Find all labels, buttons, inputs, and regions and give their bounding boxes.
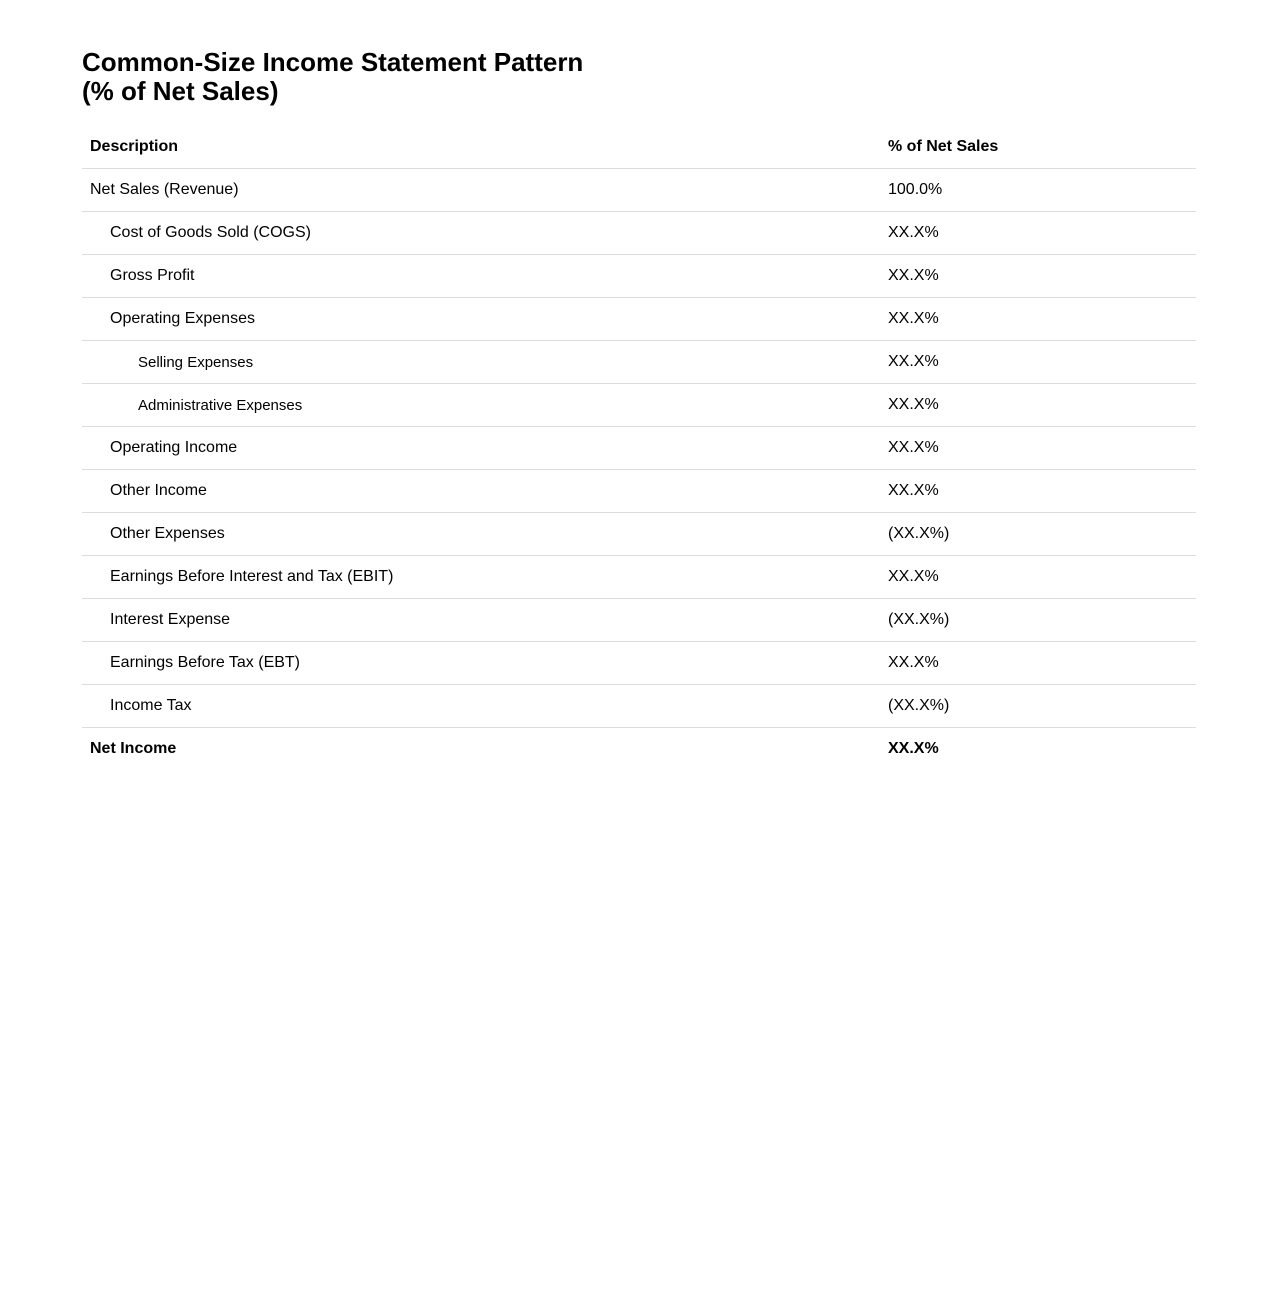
row-percent-value: XX.X% bbox=[880, 642, 1196, 685]
page-title bbox=[82, 48, 1196, 106]
table-row bbox=[82, 685, 1196, 728]
table-header-row bbox=[82, 126, 1196, 169]
row-description: Cost of Goods Sold (COGS) bbox=[82, 212, 880, 255]
row-description: Earnings Before Interest and Tax (EBIT) bbox=[82, 556, 880, 599]
table-row bbox=[82, 470, 1196, 513]
table-row bbox=[82, 298, 1196, 341]
row-description: Operating Expenses bbox=[82, 298, 880, 341]
table-row bbox=[82, 341, 1196, 384]
table-row bbox=[82, 212, 1196, 255]
row-description: Operating Income bbox=[82, 427, 880, 470]
table-row bbox=[82, 427, 1196, 470]
row-percent-value: XX.X% bbox=[880, 470, 1196, 513]
row-description: Other Expenses bbox=[82, 513, 880, 556]
table-row bbox=[82, 255, 1196, 298]
row-percent-value: XX.X% bbox=[880, 384, 1196, 427]
header-percent-net-sales: % of Net Sales bbox=[880, 126, 1196, 169]
row-percent-value: XX.X% bbox=[888, 740, 939, 757]
row-percent-value: (XX.X%) bbox=[880, 599, 1196, 642]
row-description: Earnings Before Tax (EBT) bbox=[82, 642, 880, 685]
row-description: Administrative Expenses bbox=[82, 384, 880, 427]
row-description: Income Tax bbox=[82, 685, 880, 728]
row-description: Gross Profit bbox=[82, 255, 880, 298]
header-description: Description bbox=[82, 126, 880, 169]
row-description: Selling Expenses bbox=[82, 341, 880, 384]
row-description: Interest Expense bbox=[82, 599, 880, 642]
table-row bbox=[82, 384, 1196, 427]
row-percent-value: XX.X% bbox=[880, 255, 1196, 298]
table-body bbox=[82, 169, 1196, 771]
row-description: Net Sales (Revenue) bbox=[82, 169, 880, 212]
row-percent-value: (XX.X%) bbox=[880, 685, 1196, 728]
row-description: Other Income bbox=[82, 470, 880, 513]
table-row bbox=[82, 642, 1196, 685]
table-row bbox=[82, 513, 1196, 556]
document-page bbox=[82, 48, 1196, 770]
title-line-1: Common-Size Income Statement Pattern bbox=[82, 47, 584, 77]
income-statement-table bbox=[82, 126, 1196, 770]
row-percent-value: 100.0% bbox=[880, 169, 1196, 212]
table-row bbox=[82, 728, 1196, 771]
row-percent-value: XX.X% bbox=[880, 341, 1196, 384]
row-percent-value: XX.X% bbox=[880, 556, 1196, 599]
row-percent-value: XX.X% bbox=[880, 298, 1196, 341]
table-row bbox=[82, 169, 1196, 212]
row-percent-value: XX.X% bbox=[880, 212, 1196, 255]
row-percent-value: (XX.X%) bbox=[880, 513, 1196, 556]
table-row bbox=[82, 556, 1196, 599]
row-description: Net Income bbox=[90, 740, 177, 757]
title-line-2: (% of Net Sales) bbox=[82, 76, 279, 106]
row-percent-value: XX.X% bbox=[880, 427, 1196, 470]
table-row bbox=[82, 599, 1196, 642]
